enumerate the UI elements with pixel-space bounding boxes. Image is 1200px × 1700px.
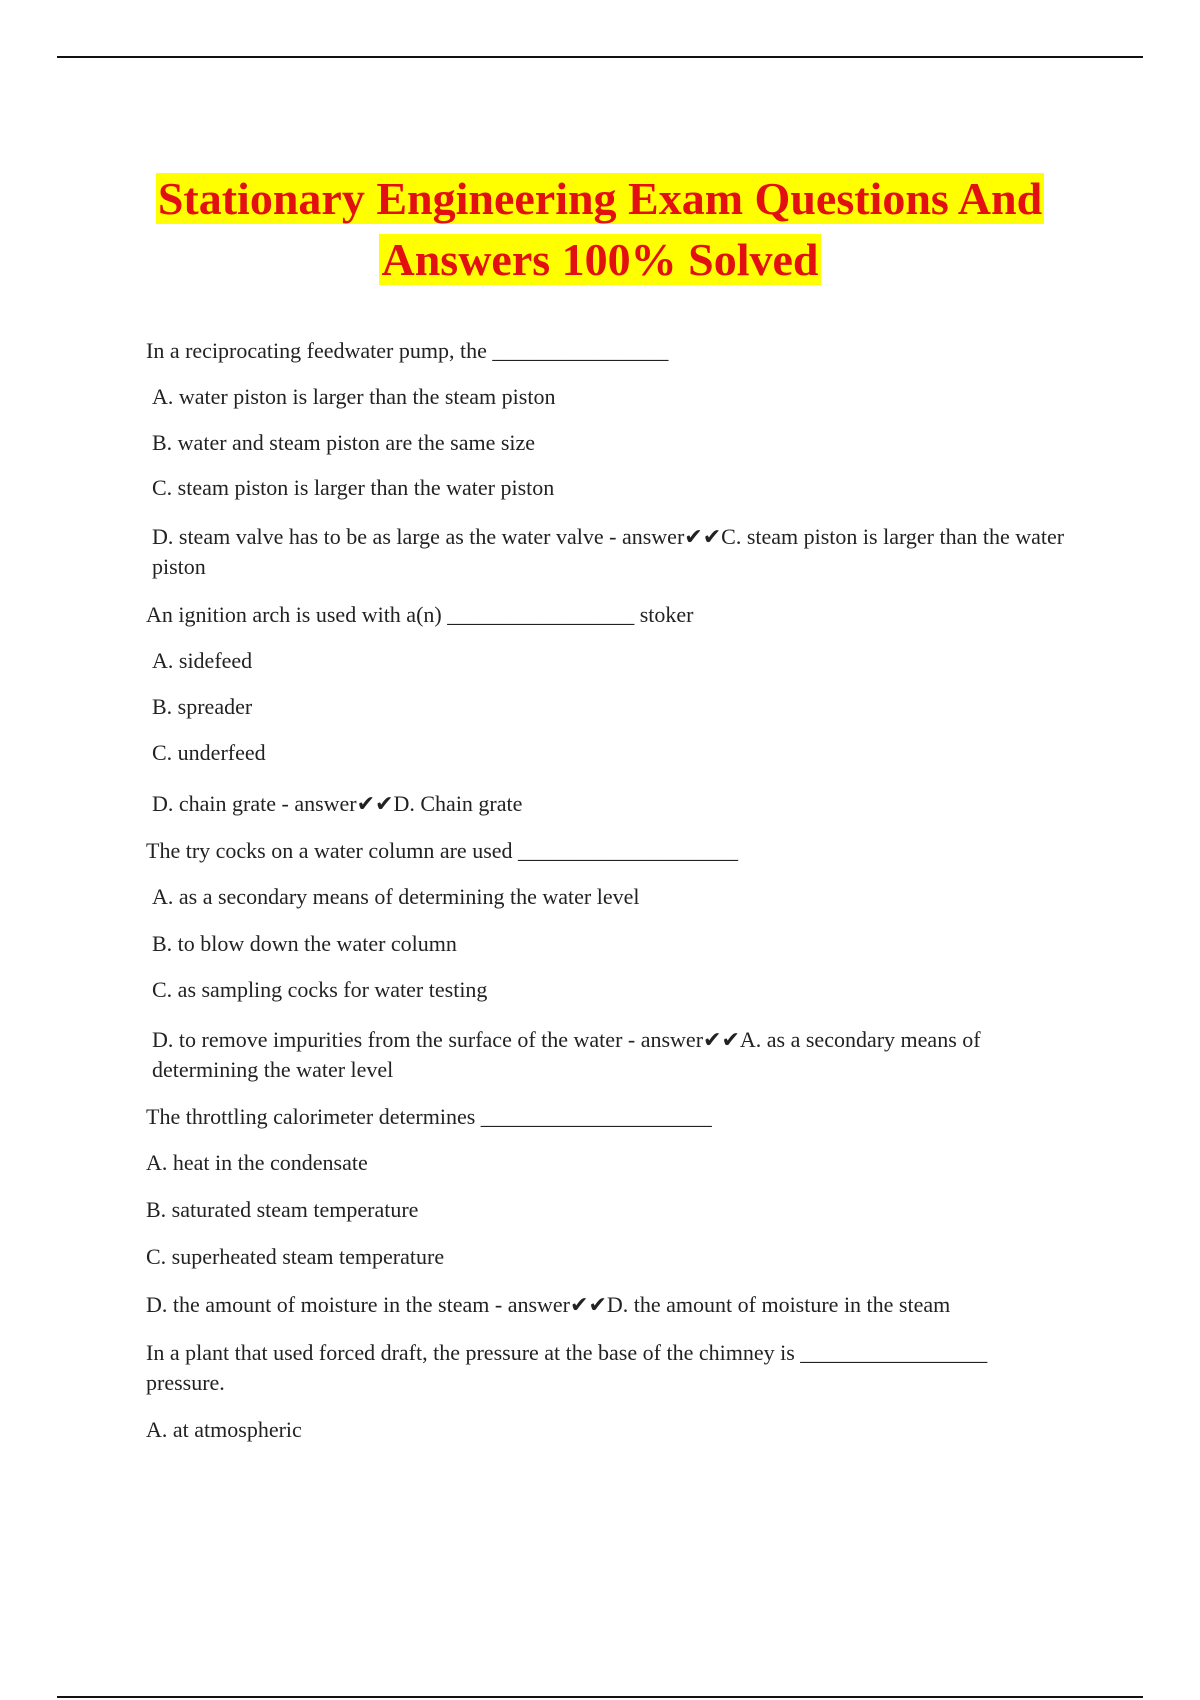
answer-option: A. at atmospheric xyxy=(146,1417,302,1442)
answer-option: B. spreader xyxy=(152,694,253,719)
document-title xyxy=(0,168,1200,290)
answer-option: C. as sampling cocks for water testing xyxy=(152,977,488,1002)
question-text: In a plant that used forced draft, the pressure at the base of the chimney is _________________ pressure. xyxy=(146,1340,988,1395)
answer-option-with-key: D. chain grate - answer✔✔D. Chain grate xyxy=(152,791,523,816)
answer-option-with-key: D. steam valve has to be as large as the water valve - answer✔✔C. steam piston is larger than the water piston xyxy=(152,524,1065,579)
answer-option: C. underfeed xyxy=(152,740,266,765)
answer-option: A. sidefeed xyxy=(152,648,253,673)
question-text: In a reciprocating feedwater pump, the ________________ xyxy=(146,338,669,363)
answer-option: B. water and steam piston are the same size xyxy=(152,430,536,455)
answer-option: B. saturated steam temperature xyxy=(146,1197,419,1222)
header-rule xyxy=(57,56,1143,58)
answer-option: C. steam piston is larger than the water piston xyxy=(152,475,555,500)
answer-option: A. as a secondary means of determining the water level xyxy=(152,884,640,909)
answer-option: C. superheated steam temperature xyxy=(146,1244,445,1269)
title-line-2: Answers 100% Solved xyxy=(381,234,819,285)
answer-option-with-key: D. to remove impurities from the surface of the water - answer✔✔A. as a secondary means of determining the water level xyxy=(152,1027,981,1082)
answer-option: A. heat in the condensate xyxy=(146,1150,368,1175)
title-line-1: Stationary Engineering Exam Questions And xyxy=(157,173,1043,224)
answer-option: A. water piston is larger than the steam piston xyxy=(152,384,556,409)
answer-option-with-key: D. the amount of moisture in the steam - answer✔✔D. the amount of moisture in the steam xyxy=(146,1292,951,1317)
question-text: The try cocks on a water column are used ____________________ xyxy=(146,838,739,863)
question-text: An ignition arch is used with a(n) _________________ stoker xyxy=(146,602,694,627)
footer-rule xyxy=(57,1696,1143,1698)
question-text: The throttling calorimeter determines _____________________ xyxy=(146,1104,712,1129)
answer-option: B. to blow down the water column xyxy=(152,931,457,956)
